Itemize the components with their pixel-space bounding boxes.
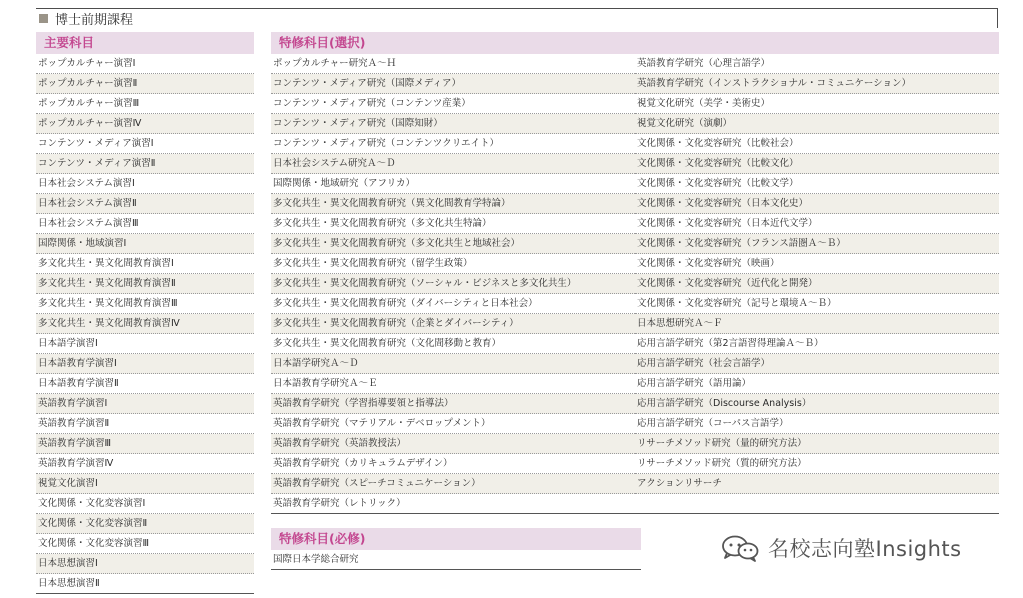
- list-item: リサーチメソッド研究（量的研究方法）: [635, 434, 999, 454]
- title-square-icon: [39, 14, 48, 23]
- list-item: 日本社会システム演習Ⅲ: [36, 214, 254, 234]
- watermark-text: 名校志向塾Insights: [768, 537, 962, 561]
- list-item: 応用言語学研究（社会言語学）: [635, 354, 999, 374]
- list-item: ポップカルチャー研究Ａ～Ｈ: [271, 54, 635, 74]
- page-title: [36, 8, 998, 28]
- required-subjects-header: 特修科目(必修): [271, 528, 641, 550]
- list-item: 多文化共生・異文化間教育研究（ソーシャル・ビジネスと多文化共生）: [271, 274, 635, 294]
- list-item: 多文化共生・異文化間教育演習Ⅱ: [36, 274, 254, 294]
- list-item: 英語教育学研究（学習指導要領と指導法）: [271, 394, 635, 414]
- list-item: 英語教育学研究（スピーチコミュニケーション）: [271, 474, 635, 494]
- required-subjects-section: [271, 528, 641, 570]
- list-item: 日本語教育学研究Ａ～Ｅ: [271, 374, 635, 394]
- list-item: 視覚文化研究（美学・美術史）: [635, 94, 999, 114]
- elective-subjects-section: [271, 32, 999, 514]
- elective-left-list: [271, 54, 635, 514]
- list-item: 日本語学演習Ⅰ: [36, 334, 254, 354]
- list-end-row: [635, 494, 999, 514]
- list-item: 英語教育学研究（カリキュラムデザイン）: [271, 454, 635, 474]
- list-item: コンテンツ・メディア演習Ⅰ: [36, 134, 254, 154]
- list-item: 英語教育学研究（レトリック）: [271, 494, 635, 514]
- list-item: 日本社会システム演習Ⅱ: [36, 194, 254, 214]
- list-item: 多文化共生・異文化間教育研究（留学生政策）: [271, 254, 635, 274]
- list-item: コンテンツ・メディア研究（国際知財）: [271, 114, 635, 134]
- list-item: 日本語教育学演習Ⅰ: [36, 354, 254, 374]
- list-item: コンテンツ・メディア研究（コンテンツクリエイト）: [271, 134, 635, 154]
- list-item: 文化関係・文化変容研究（映画）: [635, 254, 999, 274]
- list-item: 文化関係・文化変容研究（日本文化史）: [635, 194, 999, 214]
- list-item: 文化関係・文化変容研究（記号と環境Ａ～Ｂ）: [635, 294, 999, 314]
- list-item: 多文化共生・異文化間教育研究（多文化共生と地域社会）: [271, 234, 635, 254]
- list-item: ポップカルチャー演習Ⅲ: [36, 94, 254, 114]
- list-item: ポップカルチャー演習Ⅱ: [36, 74, 254, 94]
- list-item: 文化関係・文化変容研究（比較文化）: [635, 154, 999, 174]
- list-item: 日本社会システム演習Ⅰ: [36, 174, 254, 194]
- list-item: コンテンツ・メディア研究（コンテンツ産業）: [271, 94, 635, 114]
- list-item: 多文化共生・異文化間教育演習Ⅲ: [36, 294, 254, 314]
- list-item: アクションリサーチ: [635, 474, 999, 494]
- page-title-text: 博士前期課程: [55, 13, 134, 28]
- list-item: 英語教育学演習Ⅱ: [36, 414, 254, 434]
- list-item: コンテンツ・メディア研究（国際メディア）: [271, 74, 635, 94]
- list-item: 文化関係・文化変容演習Ⅱ: [36, 514, 254, 534]
- list-item: 日本語学研究Ａ～Ｄ: [271, 354, 635, 374]
- main-subjects-section: [36, 32, 254, 594]
- list-item: 多文化共生・異文化間教育研究（企業とダイバーシティ）: [271, 314, 635, 334]
- list-item: 国際関係・地域研究（アフリカ）: [271, 174, 635, 194]
- list-item: 英語教育学研究（インストラクショナル・コミュニケーション）: [635, 74, 999, 94]
- list-item: 多文化共生・異文化間教育研究（異文化間教育学特論）: [271, 194, 635, 214]
- list-item: 多文化共生・異文化間教育研究（多文化共生特論）: [271, 214, 635, 234]
- list-item: 応用言語学研究（Discourse Analysis）: [635, 394, 999, 414]
- list-item: 英語教育学演習Ⅳ: [36, 454, 254, 474]
- list-item: 英語教育学研究（心理言語学）: [635, 54, 999, 74]
- list-item: 応用言語学研究（語用論）: [635, 374, 999, 394]
- list-item: 英語教育学演習Ⅰ: [36, 394, 254, 414]
- required-subjects-list: [271, 550, 641, 570]
- list-item: 文化関係・文化変容研究（比較社会）: [635, 134, 999, 154]
- list-item: 国際関係・地域演習Ⅰ: [36, 234, 254, 254]
- list-item: 日本語教育学演習Ⅱ: [36, 374, 254, 394]
- list-item: 文化関係・文化変容演習Ⅲ: [36, 534, 254, 554]
- list-item: 応用言語学研究（第2言語習得理論Ａ～Ｂ）: [635, 334, 999, 354]
- list-item: 文化関係・文化変容研究（日本近代文学）: [635, 214, 999, 234]
- list-item: コンテンツ・メディア演習Ⅱ: [36, 154, 254, 174]
- list-item: 多文化共生・異文化間教育演習Ⅳ: [36, 314, 254, 334]
- list-item: 英語教育学演習Ⅲ: [36, 434, 254, 454]
- elective-subjects-header: 特修科目(選択): [271, 32, 999, 54]
- wechat-icon: [720, 534, 760, 562]
- list-item: 日本思想演習Ⅱ: [36, 574, 254, 594]
- list-item: 多文化共生・異文化間教育研究（文化間移動と教育）: [271, 334, 635, 354]
- list-item: 応用言語学研究（コーパス言語学）: [635, 414, 999, 434]
- list-item: 文化関係・文化変容研究（フランス語圏Ａ～Ｂ）: [635, 234, 999, 254]
- main-subjects-header: 主要科目: [36, 32, 254, 54]
- list-item: 日本思想演習Ⅰ: [36, 554, 254, 574]
- list-item: 日本思想研究Ａ～Ｆ: [635, 314, 999, 334]
- list-item: 英語教育学研究（英語教授法）: [271, 434, 635, 454]
- list-item: 多文化共生・異文化間教育研究（ダイバーシティと日本社会）: [271, 294, 635, 314]
- list-item: 英語教育学研究（マテリアル・デベロップメント）: [271, 414, 635, 434]
- list-item: ポップカルチャー演習Ⅳ: [36, 114, 254, 134]
- list-item: 文化関係・文化変容演習Ⅰ: [36, 494, 254, 514]
- list-item: ポップカルチャー演習Ⅰ: [36, 54, 254, 74]
- list-item: 視覚文化研究（演劇）: [635, 114, 999, 134]
- list-item: 日本社会システム研究Ａ～Ｄ: [271, 154, 635, 174]
- list-item: 国際日本学総合研究: [271, 550, 641, 570]
- list-item: 視覚文化演習Ⅰ: [36, 474, 254, 494]
- list-item: 文化関係・文化変容研究（近代化と開発）: [635, 274, 999, 294]
- watermark: [720, 533, 962, 563]
- main-subjects-list: [36, 54, 254, 594]
- elective-right-list: [635, 54, 999, 514]
- list-item: リサーチメソッド研究（質的研究方法）: [635, 454, 999, 474]
- list-item: 文化関係・文化変容研究（比較文学）: [635, 174, 999, 194]
- list-item: 多文化共生・異文化間教育演習Ⅰ: [36, 254, 254, 274]
